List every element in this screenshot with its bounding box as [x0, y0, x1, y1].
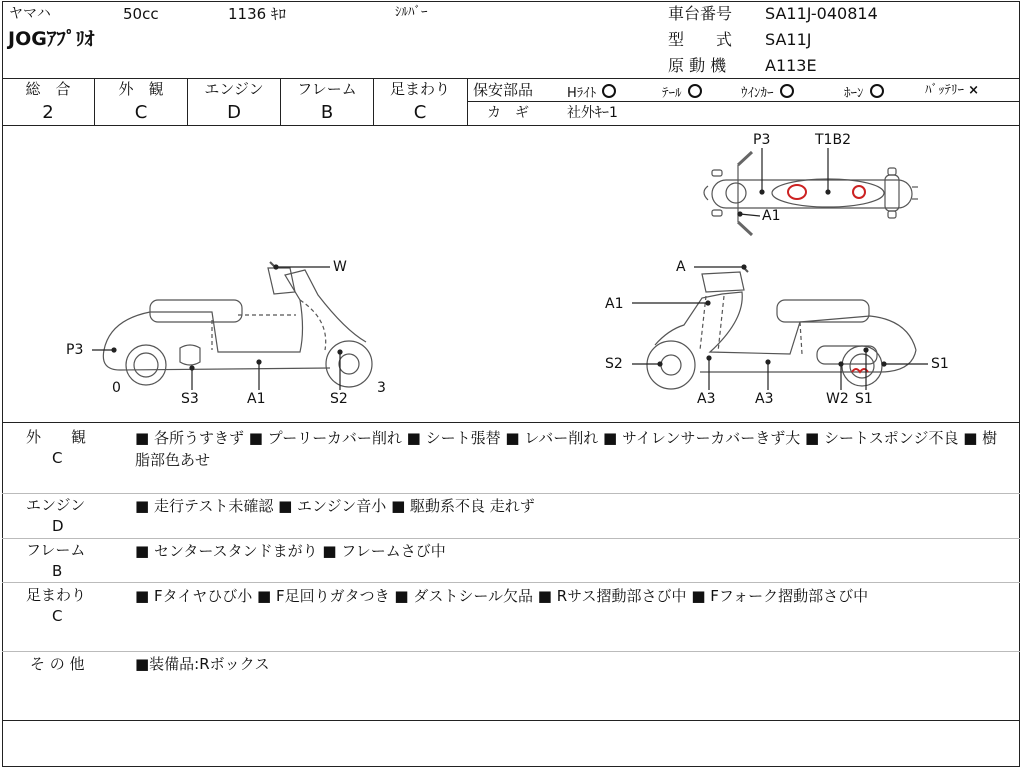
engine-label: 原 動 機	[668, 56, 727, 75]
scooter-top-view	[704, 152, 918, 235]
detail-frame-text: ■ センタースタンドまがり ■ フレームさび中	[135, 542, 446, 560]
label-left-s3: S3	[181, 391, 199, 407]
frame-no-label: 車台番号	[668, 4, 733, 23]
engine-value: A113E	[765, 56, 817, 75]
detail-engine-label: エンジン	[26, 496, 86, 514]
grade-overall-label: 総 合	[25, 80, 71, 98]
detail-divider	[2, 538, 1020, 539]
detail-bottom-line	[2, 720, 1020, 721]
label-top-p3: P3	[753, 132, 771, 148]
scooter-left-view	[103, 259, 372, 387]
grade-frame-value: B	[320, 102, 334, 123]
detail-suspension-grade: C	[52, 607, 63, 625]
maker: ヤマハ	[9, 6, 51, 22]
displacement: 50cc	[123, 5, 159, 23]
key-value: 社外ｷｰ1	[567, 105, 618, 121]
detail-suspension-text: ■ Fタイヤひび小 ■ F足回りガタつき ■ ダストシール欠品 ■ Rサス摺動部さび中 ■ Fフォーク摺動部さび中	[135, 587, 869, 605]
detail-divider	[2, 582, 1020, 583]
key-label: カ ギ	[487, 105, 529, 121]
damage-markers	[788, 185, 868, 372]
detail-other-label: そ の 他	[30, 655, 85, 673]
scooter-right-view	[647, 266, 916, 389]
detail-engine-text: ■ 走行テスト未確認 ■ エンジン音小 ■ 駆動系不良 走れず	[135, 497, 535, 515]
damage-marker	[788, 185, 806, 199]
detail-exterior-grade: C	[52, 449, 63, 467]
grade-engine-value: D	[227, 102, 241, 123]
label-right-s2: S2	[605, 356, 623, 372]
detail-exterior-label: 外 観	[26, 428, 87, 446]
label-left-three: 3	[377, 380, 386, 396]
safety-horn: ﾎｰﾝ	[844, 84, 884, 100]
grade-frame-label: フレーム	[297, 80, 357, 98]
battery-ng-mark: ×	[968, 83, 980, 98]
detail-frame-grade: B	[52, 562, 63, 580]
label-left-p3: P3	[66, 342, 84, 358]
mileage: 1136 ｷﾛ	[228, 5, 286, 23]
detail-divider	[2, 493, 1020, 494]
label-right-a3: A3	[697, 391, 716, 407]
label-right-s1: S1	[855, 391, 873, 407]
damage-marker	[853, 186, 865, 198]
type-value: SA11J	[765, 30, 812, 49]
frame-no: SA11J-040814	[765, 4, 878, 23]
detail-divider	[2, 651, 1020, 652]
detail-engine-grade: D	[52, 517, 64, 535]
label-top-a1: A1	[762, 208, 781, 224]
grade-overall-value: 2	[42, 102, 54, 123]
grade-suspension-label: 足まわり	[389, 80, 451, 98]
grade-suspension-value: C	[413, 102, 427, 123]
label-left-s2: S2	[330, 391, 348, 407]
label-right-w2: W2	[826, 391, 849, 407]
type-label: 型 式	[668, 30, 733, 49]
grade-exterior-value: C	[134, 102, 148, 123]
detail-top-line	[2, 422, 1020, 423]
safety-tail: ﾃｰﾙ	[662, 84, 702, 100]
label-right-a3: A3	[755, 391, 774, 407]
label-left-w: W	[333, 259, 347, 275]
detail-other-text: ■装備品:Rボックス	[135, 655, 270, 673]
safety-battery: ﾊﾞｯﾃﾘｰ ×	[925, 83, 980, 98]
detail-exterior-text: ■ 各所うすきず ■ プーリーカバー削れ ■ シート張替 ■ レバー削れ ■ サイレンサーカバーきず大 ■ シートスポンジ不良 ■ 樹脂部色あせ	[135, 429, 998, 469]
label-top-t1b2: T1B2	[815, 132, 851, 148]
label-right-a1: A1	[605, 296, 624, 312]
label-left-zero: 0	[112, 380, 121, 396]
grade-engine-label: エンジン	[204, 80, 264, 98]
color: ｼﾙﾊﾞｰ	[395, 5, 428, 20]
label-right-s1: S1	[931, 356, 949, 372]
safety-label: 保安部品	[473, 81, 534, 99]
detail-suspension-label: 足まわり	[26, 586, 87, 604]
safety-winker: ｳｲﾝｶｰ	[741, 84, 794, 100]
label-right-a: A	[676, 259, 686, 275]
safety-headlight: Hﾗｲﾄ	[567, 84, 616, 100]
grade-exterior-label: 外 観	[118, 80, 164, 98]
model-name: JOGｱﾌﾟﾘｵ	[8, 28, 95, 50]
label-left-a1: A1	[247, 391, 266, 407]
detail-frame-label: フレーム	[26, 541, 86, 559]
